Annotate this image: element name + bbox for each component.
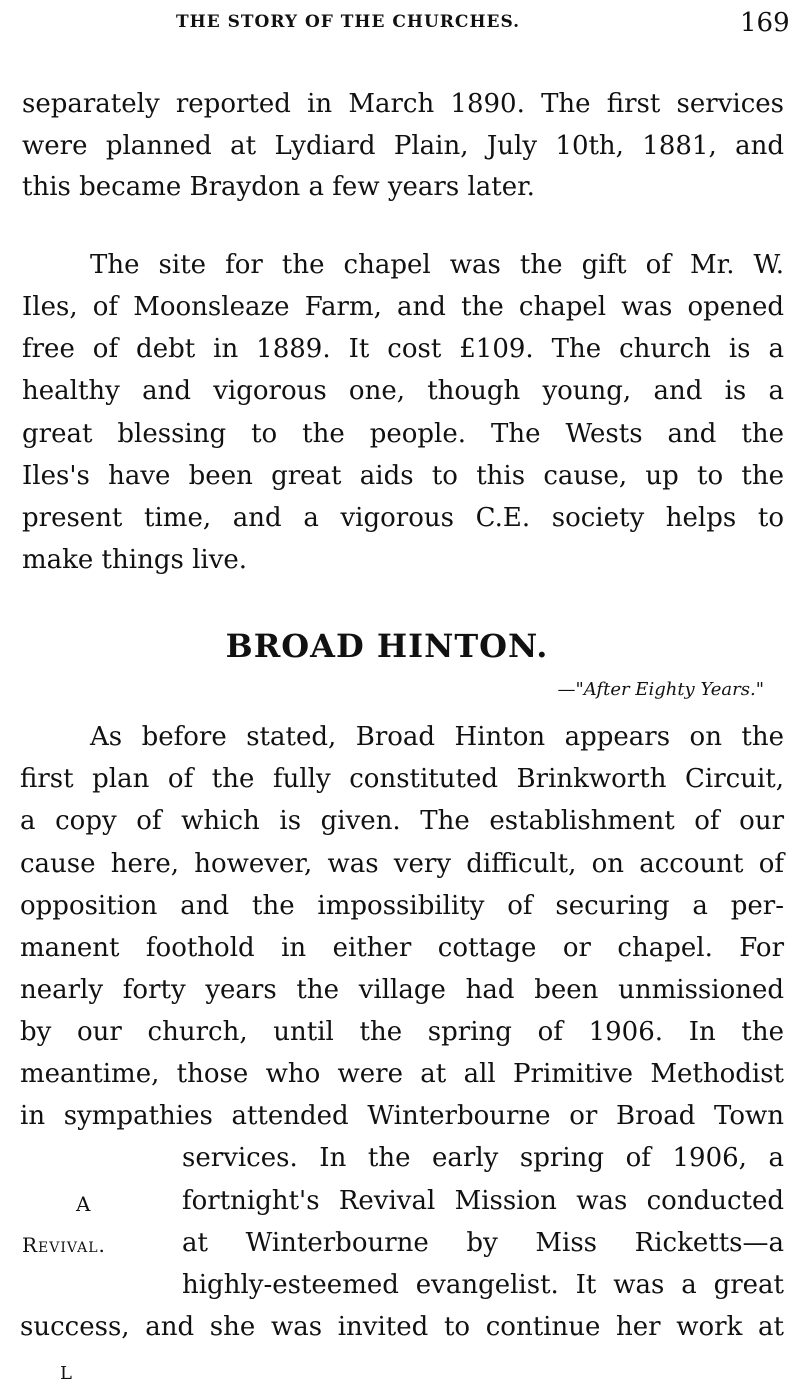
paragraph-3-line: by our church, until the spring of 1906. In the xyxy=(20,1017,784,1047)
running-title: THE STORY OF THE CHURCHES. xyxy=(176,12,521,32)
paragraph-3-line: a copy of which is given. The establishment of our xyxy=(20,806,784,836)
section-epigraph: —"After Eighty Years." xyxy=(557,679,764,700)
paragraph-2-line: free of debt in 1889. It cost £109. The church is a xyxy=(22,334,784,364)
paragraph-2-line: great blessing to the people. The Wests and the xyxy=(22,419,784,449)
margin-note-line-1 xyxy=(76,1192,91,1216)
paragraph-2-line: present time, and a vigorous C.E. society helps to xyxy=(22,503,784,533)
paragraph-2-line: Iles's have been great aids to this cause, up to the xyxy=(22,461,784,491)
paragraph-2-line: make things live. xyxy=(22,545,248,575)
paragraph-3-line: first plan of the fully constituted Brinkworth Circuit, xyxy=(20,764,784,794)
paragraph-3-line: highly-esteemed evangelist. It was a great xyxy=(182,1270,784,1300)
paragraph-3-line: services. In the early spring of 1906, a xyxy=(182,1143,784,1173)
paragraph-2-line: Iles, of Moonsleaze Farm, and the chapel was opened xyxy=(22,292,784,322)
margin-note-line-2 xyxy=(22,1233,106,1257)
paragraph-3-line: manent foothold in either cottage or chapel. For xyxy=(20,933,784,963)
paragraph-1-line: this became Braydon a few years later. xyxy=(22,172,535,202)
margin-note-text: A xyxy=(76,1192,92,1216)
paragraph-3-line: in sympathies attended Winterbourne or Broad Town xyxy=(20,1101,784,1131)
paragraph-3-line: As before stated, Broad Hinton appears on the xyxy=(90,722,784,752)
margin-note-text: Revival. xyxy=(22,1233,106,1257)
paragraph-3-line: meantime, those who were at all Primitive Methodist xyxy=(20,1059,784,1089)
paragraph-3-line: nearly forty years the village had been unmissioned xyxy=(20,975,784,1005)
signature-mark: L xyxy=(60,1363,72,1384)
paragraph-3-line: fortnight's Revival Mission was conducted xyxy=(182,1186,784,1216)
paragraph-3-line: opposition and the impossibility of securing a per- xyxy=(20,891,784,921)
paragraph-1-line: separately reported in March 1890. The first services xyxy=(22,89,784,119)
paragraph-2-line: healthy and vigorous one, though young, and is a xyxy=(22,376,784,406)
running-head xyxy=(0,4,800,40)
paragraph-3-line: success, and she was invited to continue her work at xyxy=(20,1312,784,1342)
paragraph-1-line: were planned at Lydiard Plain, July 10th, 1881, and xyxy=(22,131,784,161)
page-number: 169 xyxy=(740,8,790,38)
section-heading: BROAD HINTON. xyxy=(225,627,549,665)
paragraph-2-line: The site for the chapel was the gift of Mr. W. xyxy=(90,250,784,280)
paragraph-3-line: cause here, however, was very difficult, on account of xyxy=(20,849,784,879)
paragraph-3-line: at Winterbourne by Miss Ricketts—a xyxy=(182,1228,784,1258)
